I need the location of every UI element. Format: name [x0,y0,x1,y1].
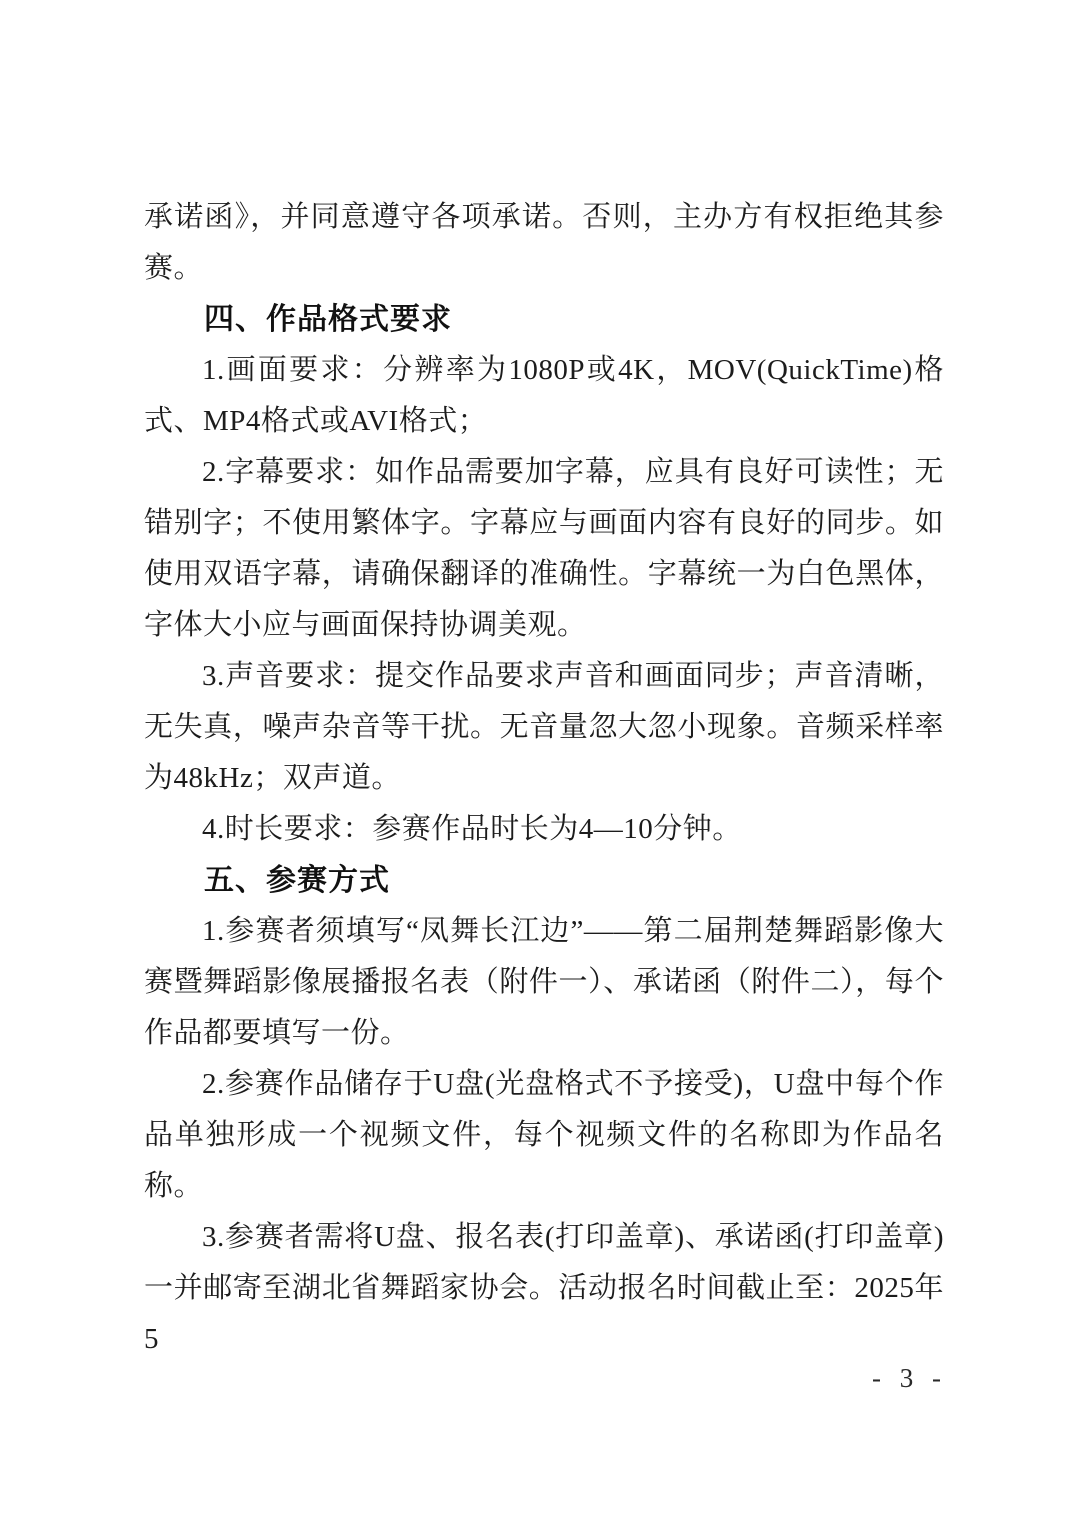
section-heading-format-requirements: 四、作品格式要求 [204,303,452,336]
paragraph-sound-requirement: 3.声音要求：提交作品要求声音和画面同步；声音清晰，无失真，噪声杂音等干扰。无音量忽大忽小现象。音频采样率为48kHz；双声道。 [144,660,944,794]
paragraph-picture-requirement: 1.画面要求：分辨率为1080P或4K，MOV(QuickTime)格式、MP4格式或AVI格式； [144,354,944,437]
section-heading-entry-method: 五、参赛方式 [204,864,390,897]
paragraph-duration-requirement: 4.时长要求：参赛作品时长为4—10分钟。 [202,813,742,845]
paragraph-usb-storage: 2.参赛作品储存于U盘(光盘格式不予接受)，U盘中每个作品单独形成一个视频文件，每个视频文件的名称即为作品名称。 [144,1068,944,1202]
paragraph-mailing: 3.参赛者需将U盘、报名表(打印盖章)、承诺函(打印盖章)一并邮寄至湖北省舞蹈家协会。活动报名时间截止至：2025年5 [144,1221,944,1355]
paragraph-entry-form: 1.参赛者须填写“凤舞长江边”——第二届荆楚舞蹈影像大赛暨舞蹈影像展播报名表（附件一）、承诺函（附件二），每个作品都要填写一份。 [144,915,944,1049]
page-number: - 3 - [872,1363,947,1393]
document-body [144,192,944,1365]
paragraph-subtitle-requirement: 2.字幕要求：如作品需要加字幕，应具有良好可读性；无错别字；不使用繁体字。字幕应与画面内容有良好的同步。如使用双语字幕，请确保翻译的准确性。字幕统一为白色黑体，字体大小应与画面保持协调美观。 [144,456,944,641]
paragraph-continuation: 承诺函》，并同意遵守各项承诺。否则，主办方有权拒绝其参赛。 [144,201,944,284]
